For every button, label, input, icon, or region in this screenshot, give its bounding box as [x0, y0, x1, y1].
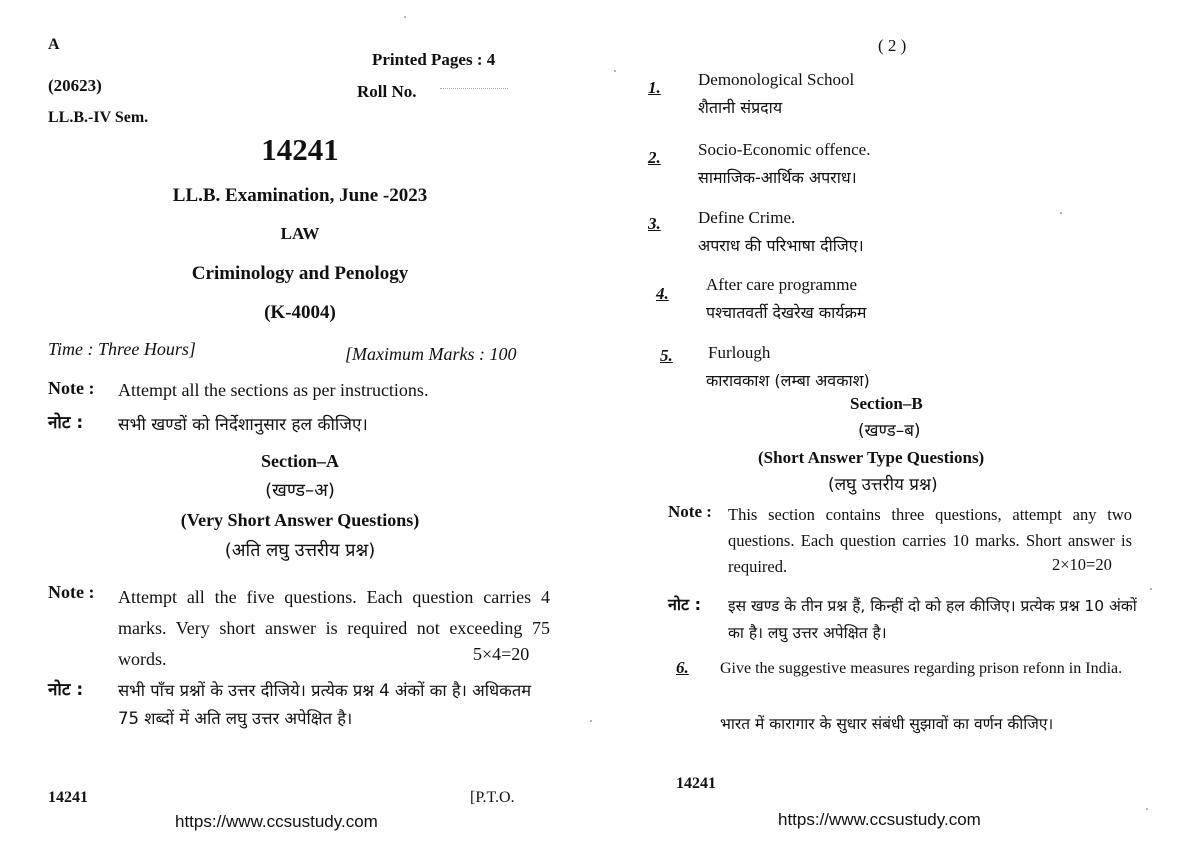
note-hi-text: सभी खण्डों को निर्देशानुसार हल कीजिए।: [118, 415, 368, 435]
note2-hi-label: नोट :: [48, 680, 84, 700]
question-1-hi: शैतानी संप्रदाय: [698, 98, 783, 117]
course-label: LL.B.-IV Sem.: [48, 109, 149, 126]
question-5-en: Furlough: [708, 343, 771, 362]
section-a-heading: Section–A: [261, 451, 339, 471]
note2-marks: 5×4=20: [473, 644, 530, 664]
exam-title: LL.B. Examination, June -2023: [172, 185, 428, 206]
question-6-en: Give the suggestive measures regarding prison refonn in India.: [720, 660, 1123, 677]
note2-hi-text: सभी पाँच प्रश्नों के उत्तर दीजिये। प्रत्येक प्रश्न 4 अंकों का है। अधिकतम 75 शब्दों में अति लघु उत्तर अपेक्षित है।: [118, 681, 532, 728]
section-b-note-hi-text: इस खण्ड के तीन प्रश्न हैं, किन्हीं दो को हल कीजिए। प्रत्येक प्रश्न 10 अंकों का है। लघु उत्तर अपेक्षित है।: [728, 597, 1137, 642]
question-3-hi: अपराध की परिभाषा दीजिए।: [698, 236, 864, 255]
question-number-4: 4.: [656, 284, 669, 303]
section-b-note-marks: 2×10=20: [1052, 555, 1112, 574]
section-b-note-text: This section contains three questions, attempt any two questions. Each question carries 10 marks. Short answer is required.: [728, 505, 1132, 576]
question-number-5: 5.: [660, 346, 673, 365]
subject: LAW: [280, 224, 320, 243]
question-1-en: Demonological School: [698, 70, 855, 89]
scan-speck: [1150, 588, 1152, 590]
time-allowed: Time : Three Hours]: [48, 339, 196, 359]
paper-title: Criminology and Penology: [191, 263, 409, 284]
footer-url[interactable]: https://www.ccsustudy.com: [778, 810, 981, 829]
section-a-heading-hi: (खण्ड–अ): [265, 480, 335, 501]
section-a-type-hi: (अति लघु उत्तरीय प्रश्न): [224, 540, 376, 561]
page-number: ( 2 ): [878, 36, 907, 55]
question-6-hi: भारत में कारागार के सुधार संबंधी सुझावों का वर्णन कीजिए।: [720, 715, 1054, 733]
note-text: Attempt all the sections as per instructions.: [118, 380, 429, 400]
scan-speck: [1146, 808, 1148, 810]
section-b-type: (Short Answer Type Questions): [758, 448, 985, 467]
max-marks: [Maximum Marks : 100: [345, 344, 517, 364]
note-hi-label: नोट :: [48, 413, 84, 433]
question-number-6: 6.: [676, 658, 689, 677]
section-b-heading: Section–B: [850, 394, 923, 413]
right-page: [600, 0, 1200, 849]
question-4-hi: पश्चातवर्ती देखरेख कार्यक्रम: [706, 303, 867, 322]
footer-pto: [P.T.O.: [470, 789, 515, 806]
note-label: Note :: [48, 378, 95, 398]
scan-speck: [590, 720, 592, 722]
section-b-type-hi: (लघु उत्तरीय प्रश्न): [828, 475, 938, 495]
question-2-hi: सामाजिक-आर्थिक अपराध।: [698, 168, 857, 187]
question-4-en: After care programme: [706, 275, 858, 294]
question-number-1: 1.: [648, 78, 661, 97]
exam-code: (20623): [48, 76, 102, 95]
section-b-note-label: Note :: [668, 502, 712, 521]
roll-no-field: [440, 88, 508, 89]
paper-code: (K-4004): [264, 302, 336, 323]
footer-code: 14241: [676, 775, 716, 792]
question-5-hi: कारावकाश (लम्बा अवकाश): [706, 371, 870, 390]
question-2-en: Socio-Economic offence.: [698, 140, 871, 159]
question-3-en: Define Crime.: [698, 208, 796, 227]
section-b-note-hi-label: नोट :: [668, 595, 702, 614]
question-number-2: 2.: [648, 148, 661, 167]
note2-text: Attempt all the five questions. Each question carries 4 marks. Very short answer is required not exceeding 75 words.: [118, 587, 550, 669]
roll-no-label: Roll No.: [357, 82, 417, 101]
note2-label: Note :: [48, 582, 95, 602]
footer-url[interactable]: https://www.ccsustudy.com: [175, 812, 378, 831]
printed-pages: Printed Pages : 4: [372, 50, 496, 69]
series-letter: A: [48, 36, 60, 53]
section-a-type: (Very Short Answer Questions): [180, 510, 420, 530]
section-b-heading-hi: (खण्ड–ब): [858, 421, 921, 441]
paper-number: 14241: [261, 132, 339, 167]
scan-speck: [614, 70, 616, 72]
footer-code: 14241: [48, 789, 88, 806]
question-number-3: 3.: [648, 214, 661, 233]
scan-speck: [404, 16, 406, 18]
scan-speck: [1060, 212, 1062, 214]
